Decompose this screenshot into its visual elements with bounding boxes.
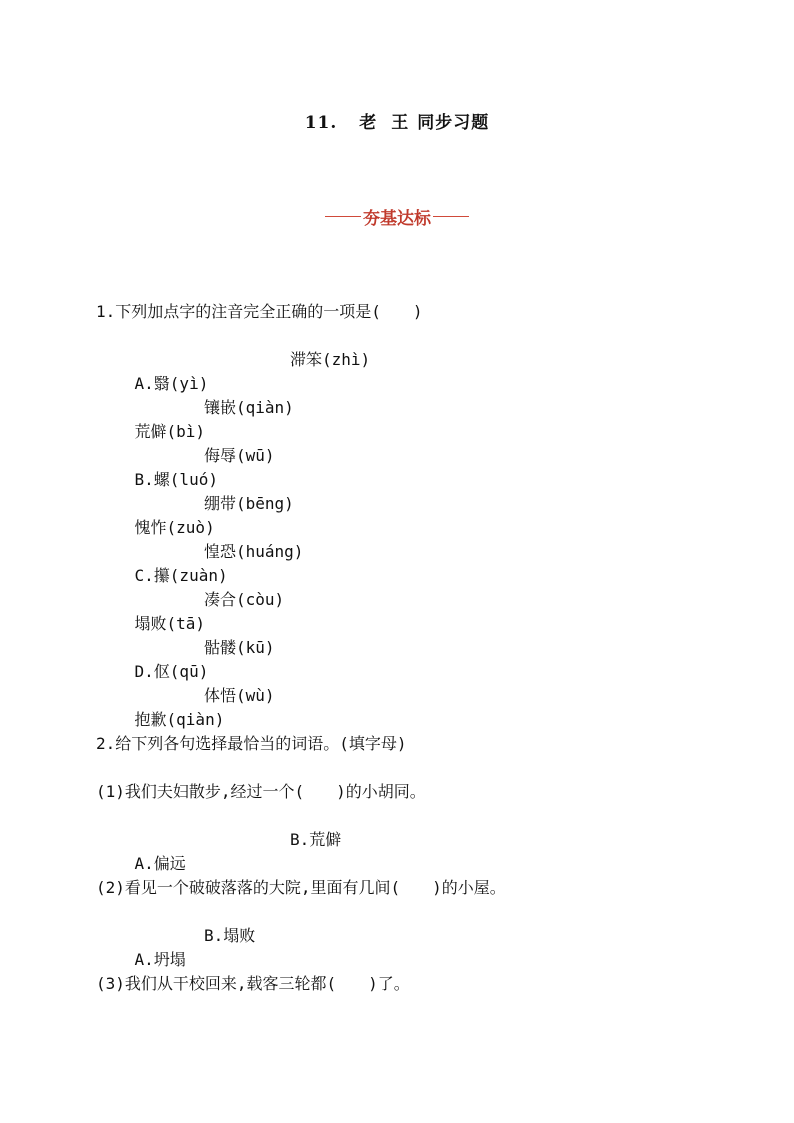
q1-a-item-1: A.翳(yì) — [134, 374, 209, 393]
q2-s2-option-a: A.坍塌 — [134, 950, 186, 969]
q1-stem-text: 1.下列加点字的注音完全正确的一项是( — [96, 302, 381, 321]
q2-s1-text: (1)我们夫妇散步,经过一个( — [96, 782, 305, 801]
q2-sentence-1 — [96, 780, 426, 804]
q1-c-item-1: C.攥(zuàn) — [134, 566, 228, 585]
q1-stem — [96, 300, 423, 324]
section-rule-right — [433, 216, 469, 217]
q1-stem-close: ) — [412, 302, 423, 321]
title-word-2: 王 — [391, 113, 410, 133]
q2-s3-text-end: )了。 — [368, 974, 410, 993]
q2-s2-text: (2)看见一个破破落落的大院,里面有几间( — [96, 878, 401, 897]
q1-b-item-3: 愧怍(zuò) — [134, 518, 215, 537]
q1-a-item-2: 滞笨(zhì) — [290, 350, 371, 369]
title-rest: 同步习题 — [417, 113, 490, 133]
q1-d-item-1: D.伛(qū) — [134, 662, 209, 681]
q2-s1-option-b: B.荒僻 — [290, 830, 342, 849]
section-rule-left — [325, 216, 361, 217]
q1-d-item-4: 体悟(wù) — [204, 686, 275, 705]
q1-c-item-4: 凑合(còu) — [204, 590, 285, 609]
q1-c-item-2: 惶恐(huáng) — [204, 542, 304, 561]
q2-s2-text-end: )的小屋。 — [432, 878, 506, 897]
q2-s1-option-a: A.偏远 — [134, 854, 186, 873]
title-number: 11. — [304, 113, 338, 133]
q1-a-item-4: 镶嵌(qiàn) — [204, 398, 294, 417]
section-label: 夯基达标 — [363, 209, 431, 229]
title-word-1: 老 — [359, 113, 378, 133]
q2-sentence-3 — [96, 972, 410, 996]
section-heading — [0, 204, 794, 229]
q2-s1-text-end: )的小胡同。 — [336, 782, 426, 801]
q2-stem: 2.给下列各句选择最恰当的词语。(填字母) — [96, 734, 407, 753]
page-title — [0, 108, 794, 133]
q1-b-item-4: 绷带(bēng) — [204, 494, 294, 513]
q1-b-item-1: B.螺(luó) — [134, 470, 218, 489]
q2-s3-text: (3)我们从干校回来,载客三轮都( — [96, 974, 337, 993]
q2-sentence-2 — [96, 876, 506, 900]
q1-a-item-3: 荒僻(bì) — [134, 422, 206, 441]
q1-c-item-3: 塌败(tā) — [134, 614, 206, 633]
q1-d-item-3: 抱歉(qiàn) — [134, 710, 225, 729]
q1-b-item-2: 侮辱(wū) — [204, 446, 275, 465]
q1-d-item-2: 骷髅(kū) — [204, 638, 275, 657]
q2-s2-option-b: B.塌败 — [204, 926, 256, 945]
